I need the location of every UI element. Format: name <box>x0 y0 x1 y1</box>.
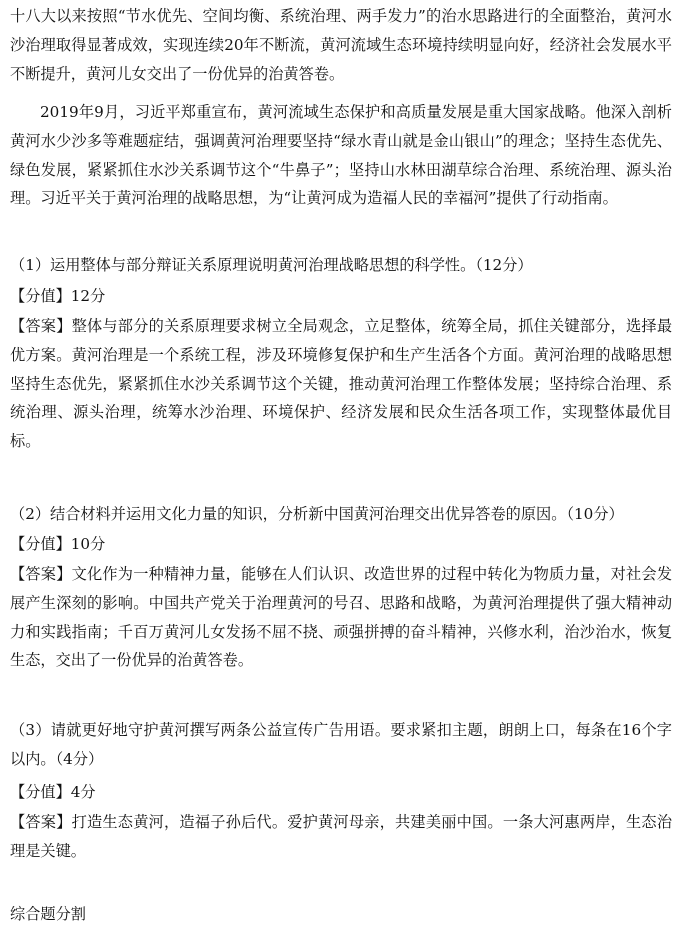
answer-text: 文化作为一种精神力量，能够在人们认识、改造世界的过程中转化为物质力量，对社会发展产生深刻的影响。中国共产党关于治理黄河的号召、思路和战略，为黄河治理提供了强大精神动力和实践指南；千百万黄河儿女发扬不屈不挠、顽强拼搏的奋斗精神，兴修水利，治沙治水，恢复生态，交出了一份优异的治黄答卷。 <box>10 565 673 670</box>
score-value: 12分 <box>70 287 106 305</box>
score-label: 【分值】 <box>10 535 71 553</box>
question-1-answer <box>10 312 672 456</box>
answer-label: 【答案】 <box>10 317 72 335</box>
footer-section-label: 综合题分割 <box>10 905 86 923</box>
question-3-answer <box>10 808 672 866</box>
intro-paragraph-1: 十八大以来按照“节水优先、空间均衡、系统治理、两手发力”的治水思路进行的全面整治，黄河水沙治理取得显著成效，实现连续20年不断流，黄河流域生态环境持续明显向好，经济社会发展水平不断提升，黄河儿女交出了一份优异的治黄答卷。 <box>10 7 672 83</box>
score-label: 【分值】 <box>10 287 71 305</box>
question-1-prompt: （1）运用整体与部分辩证关系原理说明黄河治理战略思想的科学性。（12分） <box>10 256 533 274</box>
intro-paragraph-2: 2019年9月，习近平郑重宣布，黄河流域生态保护和高质量发展是重大国家战略。他深入剖析黄河水少沙多等难题症结，强调黄河治理要坚持“绿水青山就是金山银山”的理念；坚持生态优先、绿色发展，紧紧抓住水沙关系调节这个“牛鼻子”；坚持山水林田湖草综合治理、系统治理、源头治理。习近平关于黄河治理的战略思想，为“让黄河成为造福人民的幸福河”提供了行动指南。 <box>10 103 672 208</box>
question-3-prompt: （3）请就更好地守护黄河撰写两条公益宣传广告用语。要求紧扣主题，朗朗上口，每条在16个字以内。（4分） <box>10 721 672 768</box>
score-value: 4分 <box>70 783 96 801</box>
question-2-prompt: （2）结合材料并运用文化力量的知识，分析新中国黄河治理交出优异答卷的原因。（10分） <box>10 505 624 523</box>
answer-text: 整体与部分的关系原理要求树立全局观念，立足整体，统筹全局，抓住关键部分，选择最优方案。黄河治理是一个系统工程，涉及环境修复保护和生产生活各个方面。黄河治理的战略思想坚持生态优先，紧紧抓住水沙关系调节这个关键，推动黄河治理工作整体发展；坚持综合治理、系统治理、源头治理，统筹水沙治理、环境保护、经济发展和民众生活各项工作，实现整体最优目标。 <box>10 317 673 451</box>
answer-text: 打造生态黄河，造福子孙后代。爱护黄河母亲，共建美丽中国。一条大河惠两岸，生态治理是关键。 <box>10 813 673 860</box>
question-1-score <box>10 282 672 311</box>
question-2-score <box>10 530 672 559</box>
question-2-answer <box>10 560 672 675</box>
score-value: 10分 <box>70 535 106 553</box>
score-label: 【分值】 <box>10 783 71 801</box>
question-3-score <box>10 778 672 807</box>
answer-label: 【答案】 <box>10 813 72 831</box>
answer-label: 【答案】 <box>10 565 72 583</box>
